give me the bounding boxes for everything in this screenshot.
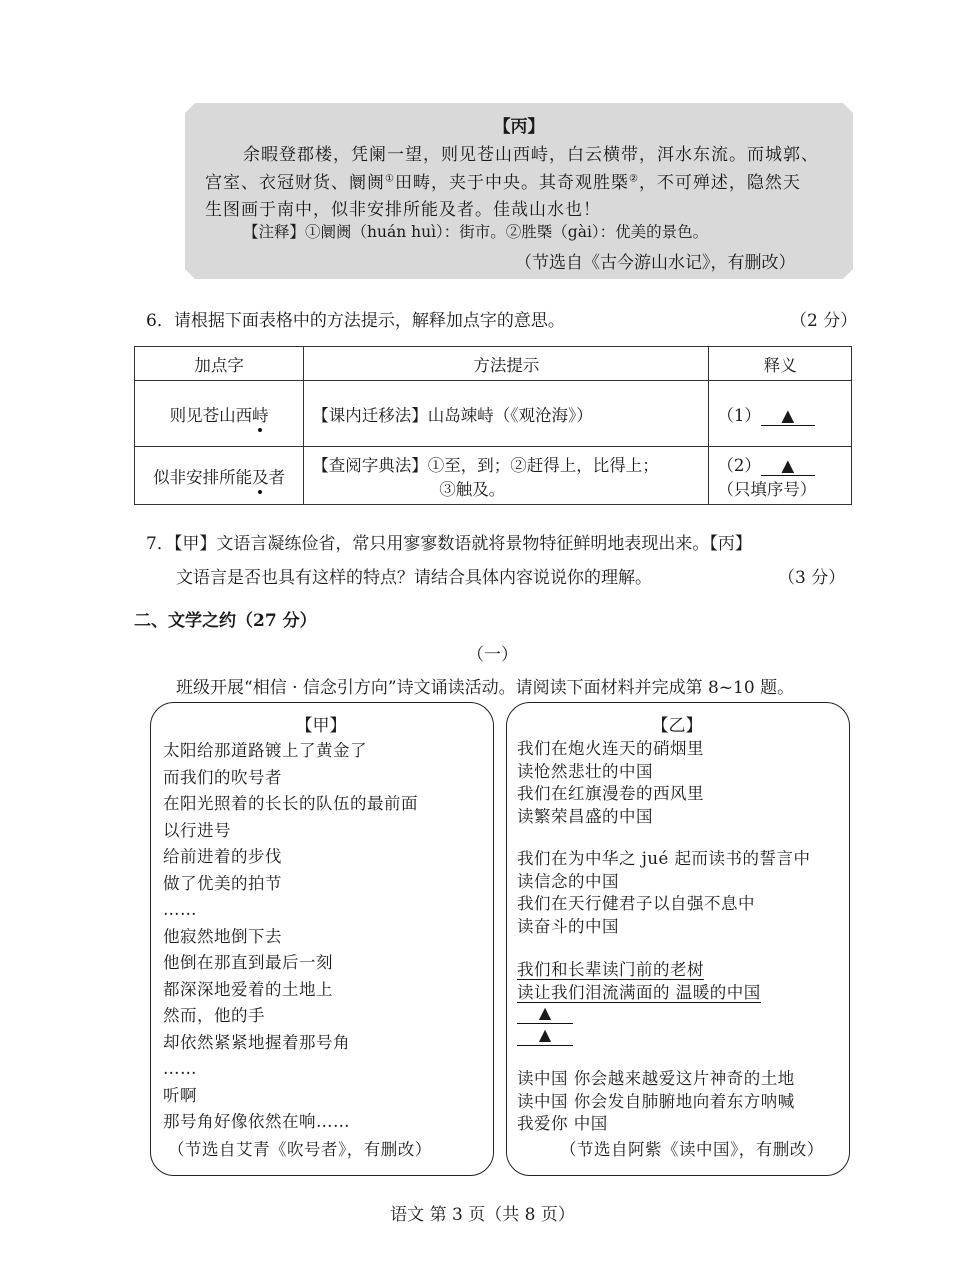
poem-yi-line: 我爱你 中国 xyxy=(517,1114,608,1133)
table-row-2-char: 似非安排所能及者 xyxy=(135,447,304,505)
poem-jia-line: 以行进号 xyxy=(163,820,231,840)
table-row-1-answer[interactable]: （1） ▲ xyxy=(709,381,852,447)
poem-yi-underlined-line: 读让我们泪流满面的 温暖的中国 xyxy=(517,982,761,1002)
table-row-2-answer[interactable]: （2） ▲ （只填序号） xyxy=(709,447,852,505)
poem-yi-line: 读怆然悲壮的中国 xyxy=(517,761,653,781)
passage-bing-source: （节选自《古今游山水记》，有删改） xyxy=(515,253,796,273)
poem-yi-source: （节选自阿紫《读中国》，有删改） xyxy=(560,1140,824,1159)
poem-jia-line: 而我们的吹号者 xyxy=(163,767,282,787)
passage-bing-line-1: 余暇登郡楼，凭阑一望，则见苍山西峙，白云横带，洱水东流。而城郭、 xyxy=(243,145,819,165)
poem-yi-title: 【乙】 xyxy=(651,716,703,736)
poem-yi-line: 读信念的中国 xyxy=(517,871,619,891)
table-row-1-method: 【课内迁移法】山岛竦峙（《观沧海》） xyxy=(304,381,709,447)
poem-jia-line: 在阳光照着的长长的队伍的最前面 xyxy=(163,794,418,813)
table-header-method: 方法提示 xyxy=(304,347,709,381)
section-2-heading: 二、文学之约（27 分） xyxy=(134,611,317,631)
poem-jia-line: 都深深地爱着的土地上 xyxy=(163,979,333,999)
question-7-line-2: 文语言是否也具有这样的特点？请结合具体内容说说你的理解。 xyxy=(176,568,652,588)
question-7-line-1: 7．【甲】文语言凝练俭省，常只用寥寥数语就将景物特征鲜明地表现出来。【丙】 xyxy=(146,534,752,554)
poem-yi-line: 读中国 你会越来越爱这片神奇的土地 xyxy=(517,1069,795,1088)
poem-yi-stanza-4 xyxy=(517,1068,795,1136)
poem-yi-line: 我们在红旗漫卷的西风里 xyxy=(517,784,704,803)
passage-bing-title: 【丙】 xyxy=(493,117,545,137)
poem-jia-line: …… xyxy=(163,1059,197,1078)
poem-jia-title: 【甲】 xyxy=(295,716,347,736)
poem-jia-line: 却依然紧紧地握着那号角 xyxy=(163,1032,350,1052)
poem-jia-line: 那号角好像依然在响…… xyxy=(163,1112,350,1131)
question-6: 6．请根据下面表格中的方法提示，解释加点字的意思。 xyxy=(146,311,565,331)
page-footer: 语文 第 3 页（共 8 页） xyxy=(390,1205,575,1225)
poem-jia-line: 做了优美的拍节 xyxy=(163,873,282,893)
table-row-2-method: 【查阅字典法】①至，到；②赶得上，比得上； ③触及。 xyxy=(304,447,709,505)
table-row-1-char: 则见苍山西峙 xyxy=(135,381,304,447)
poem-jia-line: …… xyxy=(163,900,197,919)
poem-yi-stanza-3 xyxy=(517,959,761,1004)
poem-jia-body xyxy=(163,738,418,1136)
poem-jia-line: 听啊 xyxy=(163,1085,197,1105)
poem-jia-line: 他寂然地倒下去 xyxy=(163,926,282,946)
poem-jia-source: （节选自艾青《吹号者》，有删改） xyxy=(168,1140,432,1159)
poem-yi-stanza-1 xyxy=(517,738,704,828)
table-header-char: 加点字 xyxy=(135,347,304,381)
passage-bing-line-2: 宫室、衣冠财货、阛阓①田畴，夹于中央。其奇观胜槩②，不可殚述，隐然天 xyxy=(205,173,801,193)
poem-yi-blank-2[interactable]: ▲ xyxy=(517,1025,573,1046)
poem-yi-line: 我们在炮火连天的硝烟里 xyxy=(517,739,704,758)
poem-yi-line: 读繁荣昌盛的中国 xyxy=(517,806,653,826)
poem-yi-blank-1[interactable]: ▲ xyxy=(517,1003,573,1024)
poem-yi-stanza-2 xyxy=(517,848,811,938)
question-6-score: （2 分） xyxy=(790,311,858,331)
passage-bing-line-3: 生图画于南中，似非安排所能及者。佳哉山水也！ xyxy=(205,200,601,220)
passage-bing-note: 【注释】①阛阓（huán huì）：街市。②胜槩（gài）：优美的景色。 xyxy=(243,223,709,241)
poem-yi-line: 我们在天行健君子以自强不息中 xyxy=(517,894,755,913)
poem-jia-line: 他倒在那直到最后一刻 xyxy=(163,953,333,972)
section-2-part: （一） xyxy=(467,645,518,665)
section-2-intro: 班级开展“相信 · 信念引方向”诗文诵读活动。请阅读下面材料并完成第 8~10 题。 xyxy=(176,678,795,698)
table-header-meaning: 释义 xyxy=(709,347,852,381)
poem-yi-underlined-line: 我们和长辈读门前的老树 xyxy=(517,960,704,979)
poem-jia-line: 给前进着的步伐 xyxy=(163,847,282,866)
poem-yi-line: 读中国 你会发自肺腑地向着东方呐喊 xyxy=(517,1091,795,1111)
poem-yi-line: 我们在为中华之 jué 起而读书的誓言中 xyxy=(517,849,811,868)
question-7-score: （3 分） xyxy=(778,568,846,588)
poem-yi-line: 读奋斗的中国 xyxy=(517,916,619,936)
question-6-table xyxy=(134,346,852,505)
poem-jia-line: 然而，他的手 xyxy=(163,1006,265,1025)
poem-jia-line: 太阳给那道路镀上了黄金了 xyxy=(163,741,367,760)
